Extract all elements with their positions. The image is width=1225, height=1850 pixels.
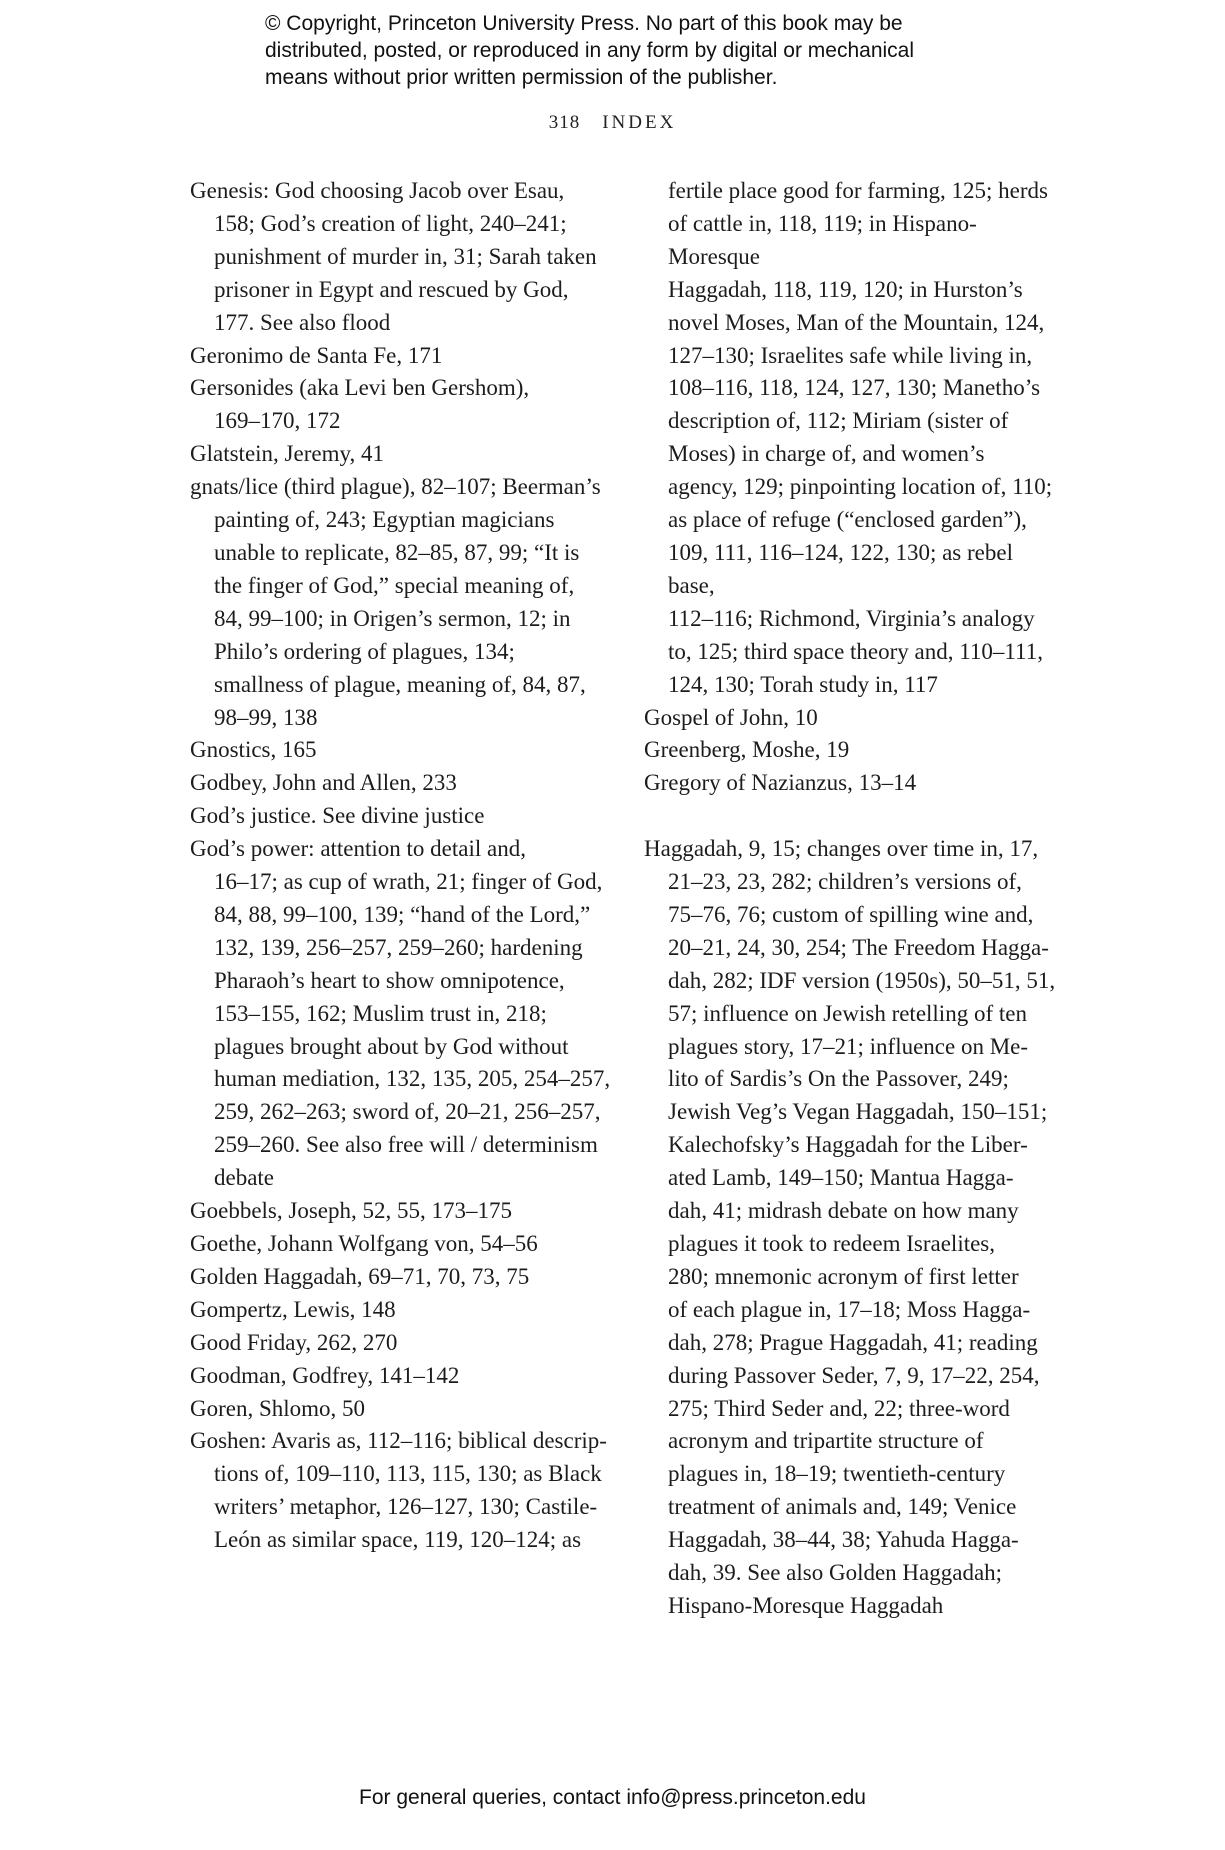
index-entry-line: Kalechofsky’s Haggadah for the Liber- (668, 1132, 1028, 1158)
index-entry-line: plagues in, 18–19; twentieth-century (668, 1461, 1006, 1487)
index-entry-line: León as similar space, 119, 120–124; as (214, 1527, 582, 1553)
copyright-notice (265, 10, 985, 91)
footer-contact: For general queries, contact info@press.princeton.edu (359, 1786, 866, 1809)
index-entry-line: 75–76, 76; custom of spilling wine and, (668, 901, 1034, 927)
index-entry-line: Goshen: Avaris as, 112–116; biblical descrip- (190, 1428, 607, 1454)
index-entry-line: Haggadah, 9, 15; changes over time in, 17, (644, 836, 1039, 862)
index-entry (190, 471, 610, 734)
index-entry-line: prisoner in Egypt and rescued by God, (214, 276, 569, 302)
index-entry-line: 132, 139, 256–257, 259–260; hardening (214, 934, 583, 960)
index-entry (190, 1195, 610, 1228)
index-entry-line: debate (214, 1165, 275, 1191)
index-entry-line: Gompertz, Lewis, 148 (190, 1296, 396, 1322)
index-entry-line: 280; mnemonic acronym of first letter (668, 1263, 1019, 1289)
index-entry-line: Philo’s ordering of plagues, 134; (214, 638, 515, 664)
index-entry-line: Goodman, Godfrey, 141–142 (190, 1362, 460, 1388)
index-entry (190, 372, 610, 438)
index-entry-continuation (644, 175, 1064, 702)
index-entry-line: writers’ metaphor, 126–127, 130; Castile- (214, 1494, 598, 1520)
index-entry-line: Gersonides (aka Levi ben Gershom), (190, 375, 530, 401)
index-entry (644, 702, 1064, 735)
index-entry-line: plagues brought about by God without (214, 1033, 569, 1059)
section-title: INDEX (602, 112, 677, 133)
index-entry-line: unable to replicate, 82–85, 87, 99; “It is (214, 539, 580, 565)
index-entry-line: dah, 278; Prague Haggadah, 41; reading (668, 1329, 1038, 1355)
index-entry (190, 1228, 610, 1261)
index-entry-line: the finger of God,” special meaning of, (214, 572, 575, 598)
index-entry (190, 1327, 610, 1360)
index-entry (190, 734, 610, 767)
index-entry-line: Moses) in charge of, and women’s (668, 441, 985, 467)
index-entry-line: Gregory of Nazianzus, 13–14 (644, 770, 917, 796)
index-column-right (644, 175, 1064, 1623)
index-entry-line: description of, 112; Miriam (sister of (668, 408, 1009, 434)
index-entry-line: God’s justice. See divine justice (190, 803, 485, 829)
letter-group-gap (644, 800, 1064, 833)
index-column-left (190, 175, 610, 1557)
index-entry-line: dah, 39. See also Golden Haggadah; (668, 1560, 1003, 1586)
index-entry-line: 124, 130; Torah study in, 117 (668, 671, 938, 697)
index-entry-line: dah, 41; midrash debate on how many (668, 1198, 1019, 1224)
index-entry-line: Genesis: God choosing Jacob over Esau, (190, 178, 565, 203)
index-entry-line: Goebbels, Joseph, 52, 55, 173–175 (190, 1198, 512, 1224)
index-entry (644, 833, 1064, 1623)
index-entry-line: Goren, Shlomo, 50 (190, 1395, 366, 1421)
index-entry-line: 57; influence on Jewish retelling of ten (668, 1000, 1027, 1026)
index-entry-line: Gnostics, 165 (190, 737, 317, 763)
index-entry-line: fertile place good for farming, 125; herds (668, 178, 1049, 203)
index-entry (190, 1360, 610, 1393)
index-entry-line: 112–116; Richmond, Virginia’s analogy (668, 605, 1035, 631)
index-entry-line: of cattle in, 118, 119; in Hispano-Moresque (668, 210, 977, 269)
index-entry-line: 84, 99–100; in Origen’s sermon, 12; in (214, 605, 571, 631)
index-entry-line: 16–17; as cup of wrath, 21; finger of God, (214, 869, 603, 895)
index-entry-line: Glatstein, Jeremy, 41 (190, 441, 384, 467)
index-entry-line: Haggadah, 118, 119, 120; in Hurston’s (668, 276, 1023, 302)
index-entry (190, 1294, 610, 1327)
copyright-line: means without prior written permission of the publisher. (265, 66, 778, 89)
index-entry-line: Goethe, Johann Wolfgang von, 54–56 (190, 1231, 538, 1256)
index-entry (190, 340, 610, 373)
index-entry (190, 1393, 610, 1426)
index-entry-line: 158; God’s creation of light, 240–241; (214, 210, 567, 236)
index-entry-line: smallness of plague, meaning of, 84, 87, (214, 671, 586, 697)
index-entry-line: 153–155, 162; Muslim trust in, 218; (214, 1000, 547, 1026)
index-entry-line: dah, 282; IDF version (1950s), 50–51, 51, (668, 967, 1056, 993)
index-entry-line: Godbey, John and Allen, 233 (190, 770, 457, 796)
index-entry-line: agency, 129; pinpointing location of, 110; (668, 474, 1053, 500)
index-entry-line: 169–170, 172 (214, 408, 341, 434)
index-entry-line: Gospel of John, 10 (644, 704, 818, 730)
index-entry (190, 800, 610, 833)
copyright-line: distributed, posted, or reproduced in any form by digital or mechanical (265, 39, 915, 62)
index-entry-line: Good Friday, 262, 270 (190, 1329, 398, 1355)
index-entry (190, 1261, 610, 1294)
running-head (0, 112, 1225, 134)
index-entry-line: as place of refuge (“enclosed garden”), (668, 507, 1027, 533)
index-entry-line: 109, 111, 116–124, 122, 130; as rebel base, (668, 539, 1013, 598)
index-entry (190, 1425, 610, 1557)
index-entry (190, 438, 610, 471)
index-entry-line: during Passover Seder, 7, 9, 17–22, 254, (668, 1362, 1040, 1388)
index-entry-line: Golden Haggadah, 69–71, 70, 73, 75 (190, 1263, 530, 1289)
index-entry-line: human mediation, 132, 135, 205, 254–257, (214, 1066, 611, 1092)
index-entry-line: 177. See also flood (214, 309, 391, 335)
index-entry-line: ated Lamb, 149–150; Mantua Hagga- (668, 1165, 1014, 1191)
index-entry-line: tions of, 109–110, 113, 115, 130; as Black (214, 1461, 602, 1487)
index-entry-line: plagues story, 17–21; influence on Me- (668, 1033, 1029, 1059)
index-entry-line: 259, 262–263; sword of, 20–21, 256–257, (214, 1099, 601, 1125)
index-entry-line: 108–116, 118, 124, 127, 130; Manetho’s (668, 375, 1041, 401)
index-entry-line: gnats/lice (third plague), 82–107; Beerman’s (190, 474, 601, 500)
page-number: 318 (548, 112, 581, 133)
index-entry-line: Jewish Veg’s Vegan Haggadah, 150–151; (668, 1099, 1048, 1125)
index-entry-line: treatment of animals and, 149; Venice (668, 1494, 1017, 1520)
index-entry-line: Haggadah, 38–44, 38; Yahuda Hagga- (668, 1527, 1019, 1553)
index-entry (190, 767, 610, 800)
index-entry-line: Hispano-Moresque Haggadah (668, 1592, 944, 1618)
index-entry-line: to, 125; third space theory and, 110–111, (668, 638, 1043, 664)
index-entry-line: 127–130; Israelites safe while living in, (668, 342, 1033, 368)
index-entry (644, 734, 1064, 767)
index-entry (190, 175, 610, 340)
index-entry-line: 259–260. See also free will / determinism (214, 1132, 598, 1158)
index-entry (190, 833, 610, 1195)
index-entry-line: 275; Third Seder and, 22; three-word (668, 1395, 1010, 1421)
index-entry-line: 20–21, 24, 30, 254; The Freedom Hagga- (668, 934, 1049, 960)
index-entry-line: 21–23, 23, 282; children’s versions of, (668, 869, 1022, 895)
index-entry-line: punishment of murder in, 31; Sarah taken (214, 243, 597, 269)
index-entry-line: novel Moses, Man of the Mountain, 124, (668, 309, 1045, 335)
index-entry-line: God’s power: attention to detail and, (190, 836, 526, 862)
index-entry-line: 84, 88, 99–100, 139; “hand of the Lord,” (214, 901, 591, 927)
index-entry-line: 98–99, 138 (214, 704, 318, 730)
index-entry-line: Geronimo de Santa Fe, 171 (190, 342, 443, 368)
index-entry-line: Pharaoh’s heart to show omnipotence, (214, 967, 565, 993)
index-entry-line: painting of, 243; Egyptian magicians (214, 507, 555, 533)
index-entry (644, 767, 1064, 800)
index-entry-line: lito of Sardis’s On the Passover, 249; (668, 1066, 1009, 1092)
copyright-line: © Copyright, Princeton University Press. No part of this book may be (265, 12, 903, 35)
index-entry-line: acronym and tripartite structure of (668, 1428, 984, 1454)
index-entry-line: plagues it took to redeem Israelites, (668, 1230, 996, 1256)
index-entry-line: of each plague in, 17–18; Moss Hagga- (668, 1296, 1031, 1322)
index-entry-line: Greenberg, Moshe, 19 (644, 737, 850, 763)
